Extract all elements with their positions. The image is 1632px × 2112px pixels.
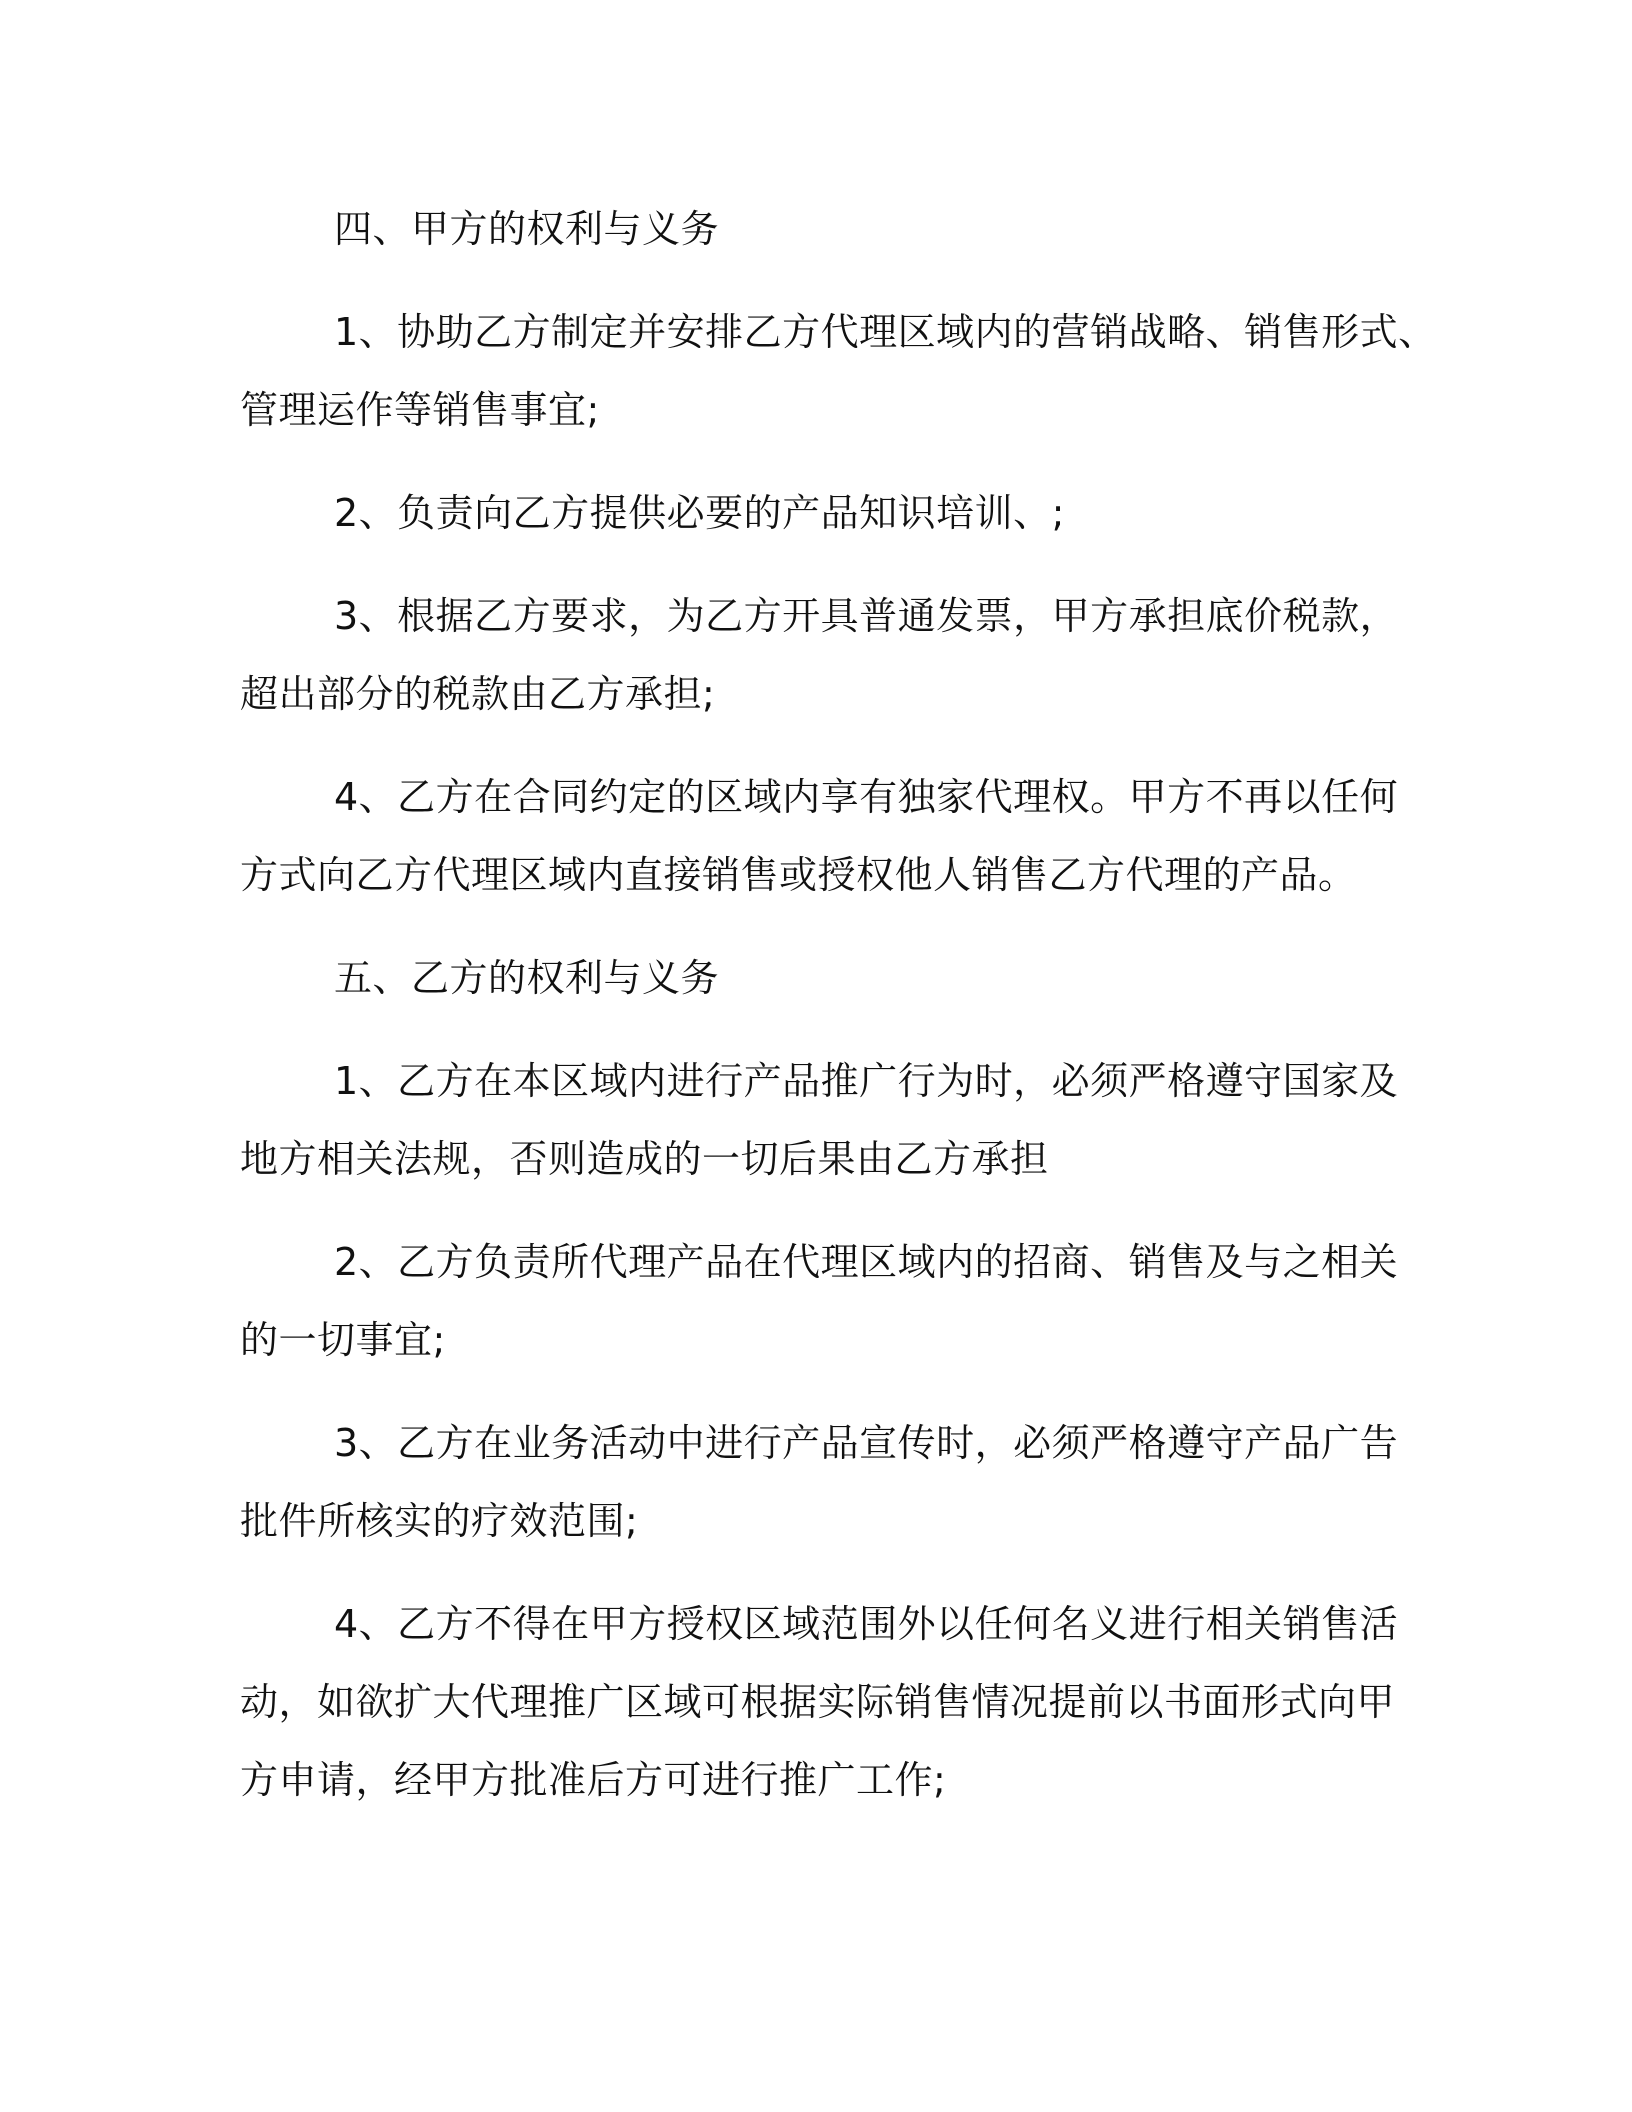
clause-line: 方申请，经甲方批准后方可进行推广工作;	[240, 1758, 947, 1802]
clause-4-2	[240, 474, 1380, 552]
clause-line: 的一切事宜;	[240, 1318, 446, 1362]
clause-5-3	[240, 1404, 1399, 1560]
clause-line: 1、乙方在本区域内进行产品推广行为时，必须严格遵守国家及	[334, 1059, 1399, 1103]
clause-5-4	[240, 1585, 1399, 1819]
clause-line: 动，如欲扩大代理推广区域可根据实际销售情况提前以书面形式向甲	[240, 1680, 1396, 1724]
clause-line: 3、根据乙方要求，为乙方开具普通发票，甲方承担底价税款，	[334, 594, 1399, 638]
clause-5-2	[240, 1223, 1399, 1379]
clause-line: 2、乙方负责所代理产品在代理区域内的招商、销售及与之相关	[334, 1240, 1399, 1284]
section-heading-5-wrap	[240, 939, 1380, 1017]
clause-line: 批件所核实的疗效范围;	[240, 1499, 639, 1543]
clause-line: 4、乙方在合同约定的区域内享有独家代理权。甲方不再以任何	[334, 775, 1399, 819]
document-body	[240, 190, 1437, 1844]
clause-line: 2、负责向乙方提供必要的产品知识培训、;	[334, 491, 1065, 535]
clause-line: 3、乙方在业务活动中进行产品宣传时，必须严格遵守产品广告	[334, 1421, 1399, 1465]
clause-line: 1、协助乙方制定并安排乙方代理区域内的营销战略、销售形式、	[334, 310, 1437, 354]
section-heading: 四、甲方的权利与义务	[334, 207, 720, 251]
clause-4-3	[240, 577, 1399, 733]
clause-4-4	[240, 758, 1399, 914]
clause-5-1	[240, 1042, 1399, 1198]
clause-line: 超出部分的税款由乙方承担;	[240, 672, 716, 716]
clause-line: 方式向乙方代理区域内直接销售或授权他人销售乙方代理的产品。	[240, 853, 1357, 897]
section-heading: 五、乙方的权利与义务	[334, 956, 720, 1000]
clause-line: 管理运作等销售事宜;	[240, 388, 600, 432]
clause-line: 4、乙方不得在甲方授权区域范围外以任何名义进行相关销售活	[334, 1602, 1399, 1646]
clause-line: 地方相关法规，否则造成的一切后果由乙方承担	[240, 1137, 1049, 1181]
clause-4-1	[240, 293, 1437, 449]
section-heading-4-wrap	[240, 190, 1380, 268]
